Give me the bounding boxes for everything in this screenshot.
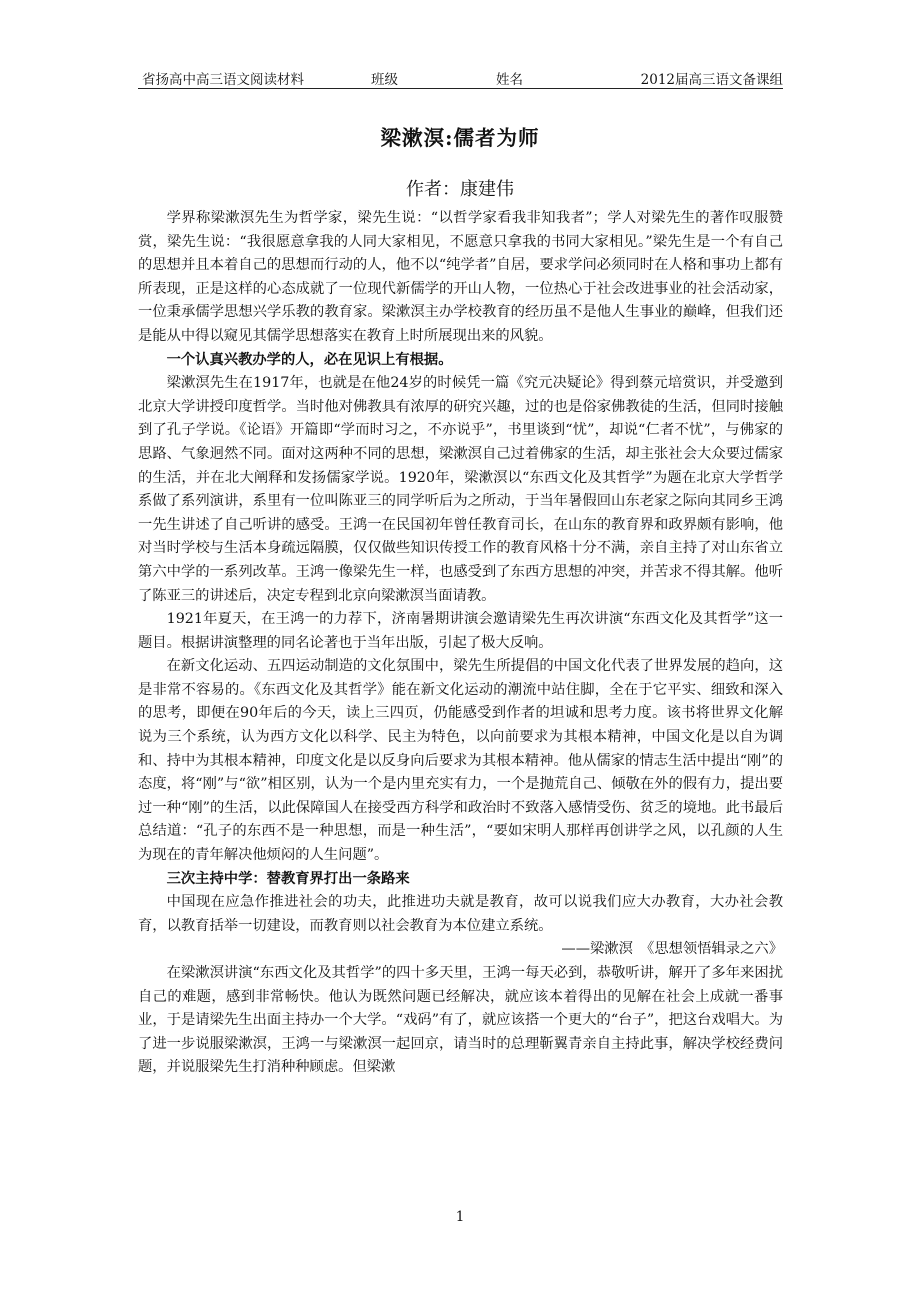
paragraph: 在新文化运动、五四运动制造的文化氛围中，梁先生所提倡的中国文化代表了世界发展的趋向，这是非常不容易的。《东西文化及其哲学》能在新文化运动的潮流中站住脚，全在于它平实、细致和深入的思考，即便在90年后的今天，读上三四页，仍能感受到作者的坦诚和思考力度。该书将世界文化解说为三个系统，认为西方文化以科学、民主为特色，以向前要求为其根本精神，中国文化是以自为调和、持中为其根本精神，印度文化是以反身向后要求为其根本精神。他从儒家的情志生活中提出“刚”的态度，将“刚”与“欲”相区别，认为一个是内里充实有力，一个是抛荒自己、倾敬在外的假有力，提出要过一种“刚”的生活，以此保障国人在接受西方科学和政治时不致落入感情受伤、贫乏的境地。此书最后总结道：“孔子的东西不是一种思想，而是一种生活”，“要如宋明人那样再创讲学之风，以孔颜的人生为现在的青年解决他烦闷的人生问题”。 xyxy=(138,658,783,864)
header-name-label: 姓名 xyxy=(496,72,523,88)
article-body xyxy=(138,207,783,1080)
page-header xyxy=(138,66,783,89)
section-heading-2: 三次主持中学：替教育界打出一条路来 xyxy=(166,870,410,887)
article-title: 梁漱溟:儒者为师 xyxy=(380,126,540,150)
header-material-title: 省扬高中高三语文阅读材料 xyxy=(142,72,304,88)
header-class-label: 班级 xyxy=(371,72,398,88)
article-author: 作者：康建伟 xyxy=(406,179,514,200)
quote-paragraph: 中国现在应急作推进社会的功夫，此推进功夫就是教育，故可以说我们应大办教育，大办社会教育，以教育括举一切建设，而教育则以社会教育为本位建立系统。 xyxy=(138,894,783,934)
page-number: 1 xyxy=(455,1209,465,1225)
paragraph: 梁漱溟先生在1917年，也就是在他24岁的时候凭一篇《究元决疑论》得到蔡元培赏识，并受邀到北京大学讲授印度哲学。当时他对佛教具有浓厚的研究兴趣，过的也是俗家佛教徒的生活，但同时接触到了孔子学说。《论语》开篇即“学而时习之，不亦说乎”，书里谈到“忧”，却说“仁者不忧”，与佛家的思路、气象迥然不同。面对这两种不同的思想，梁漱溟自己过着佛家的生活，却主张社会大众要过儒家的生活，并在北大阐释和发扬儒家学说。1920年，梁漱溟以“东西文化及其哲学”为题在北京大学哲学系做了系列演讲，系里有一位叫陈亚三的同学听后为之所动，于当年暑假回山东老家之际向其同乡王鸿一先生讲述了自己听讲的感受。王鸿一在民国初年曾任教育司长，在山东的教育界和政界颇有影响，他对当时学校与生活本身疏远隔膜，仅仅做些知识传授工作的教育风格十分不满，亲自主持了对山东省立第六中学的一系列改革。王鸿一像梁先生一样，也感受到了东西方思想的冲突，并苦求不得其解。他听了陈亚三的讲述后，决定专程到北京向梁漱溟当面请教。 xyxy=(138,375,783,604)
header-group-label: 2012届高三语文备课组 xyxy=(640,72,783,88)
paragraph-intro: 学界称梁漱溟先生为哲学家，梁先生说：“以哲学家看我非知我者”；学人对梁先生的著作叹服赞赏，梁先生说：“我很愿意拿我的人同大家相见，不愿意只拿我的书同大家相见。”梁先生是一个有自己的思想并且本着自己的思想而行动的人，他不以“纯学者”自居，要求学问必须同时在人格和事功上都有所表现，正是这样的心态成就了一位现代新儒学的开山人物，一位热心于社会改进事业的社会活动家，一位秉承儒学思想兴学乐教的教育家。梁漱溟主办学校教育的经历虽不是他人生事业的巅峰，但我们还是能从中得以窥见其儒学思想落实在教育上时所展现出来的风貌。 xyxy=(138,210,783,344)
paragraph: 1921年夏天，在王鸿一的力荐下，济南暑期讲演会邀请梁先生再次讲演“东西文化及其哲学”这一题目。根据讲演整理的同名论著也于当年出版，引起了极大反响。 xyxy=(138,611,783,651)
paragraph: 在梁漱溟讲演“东西文化及其哲学”的四十多天里，王鸿一每天必到，恭敬听讲，解开了多年来困扰自己的难题，感到非常畅快。他认为既然问题已经解决，就应该本着得出的见解在社会上成就一番事业，于是请梁先生出面主持办一个大学。“戏码”有了，就应该搭一个更大的“台子”，把这台戏唱大。为了进一步说服梁漱溟，王鸿一与梁漱溟一起回京，请当时的总理靳翼青亲自主持此事，解决学校经费问题，并说服梁先生打消种种顾虑。但梁漱 xyxy=(138,965,783,1076)
section-heading-1: 一个认真兴教办学的人，必在见识上有根据。 xyxy=(166,351,453,368)
quote-citation: ——梁漱溟 《思想领悟辑录之六》 xyxy=(561,941,783,958)
